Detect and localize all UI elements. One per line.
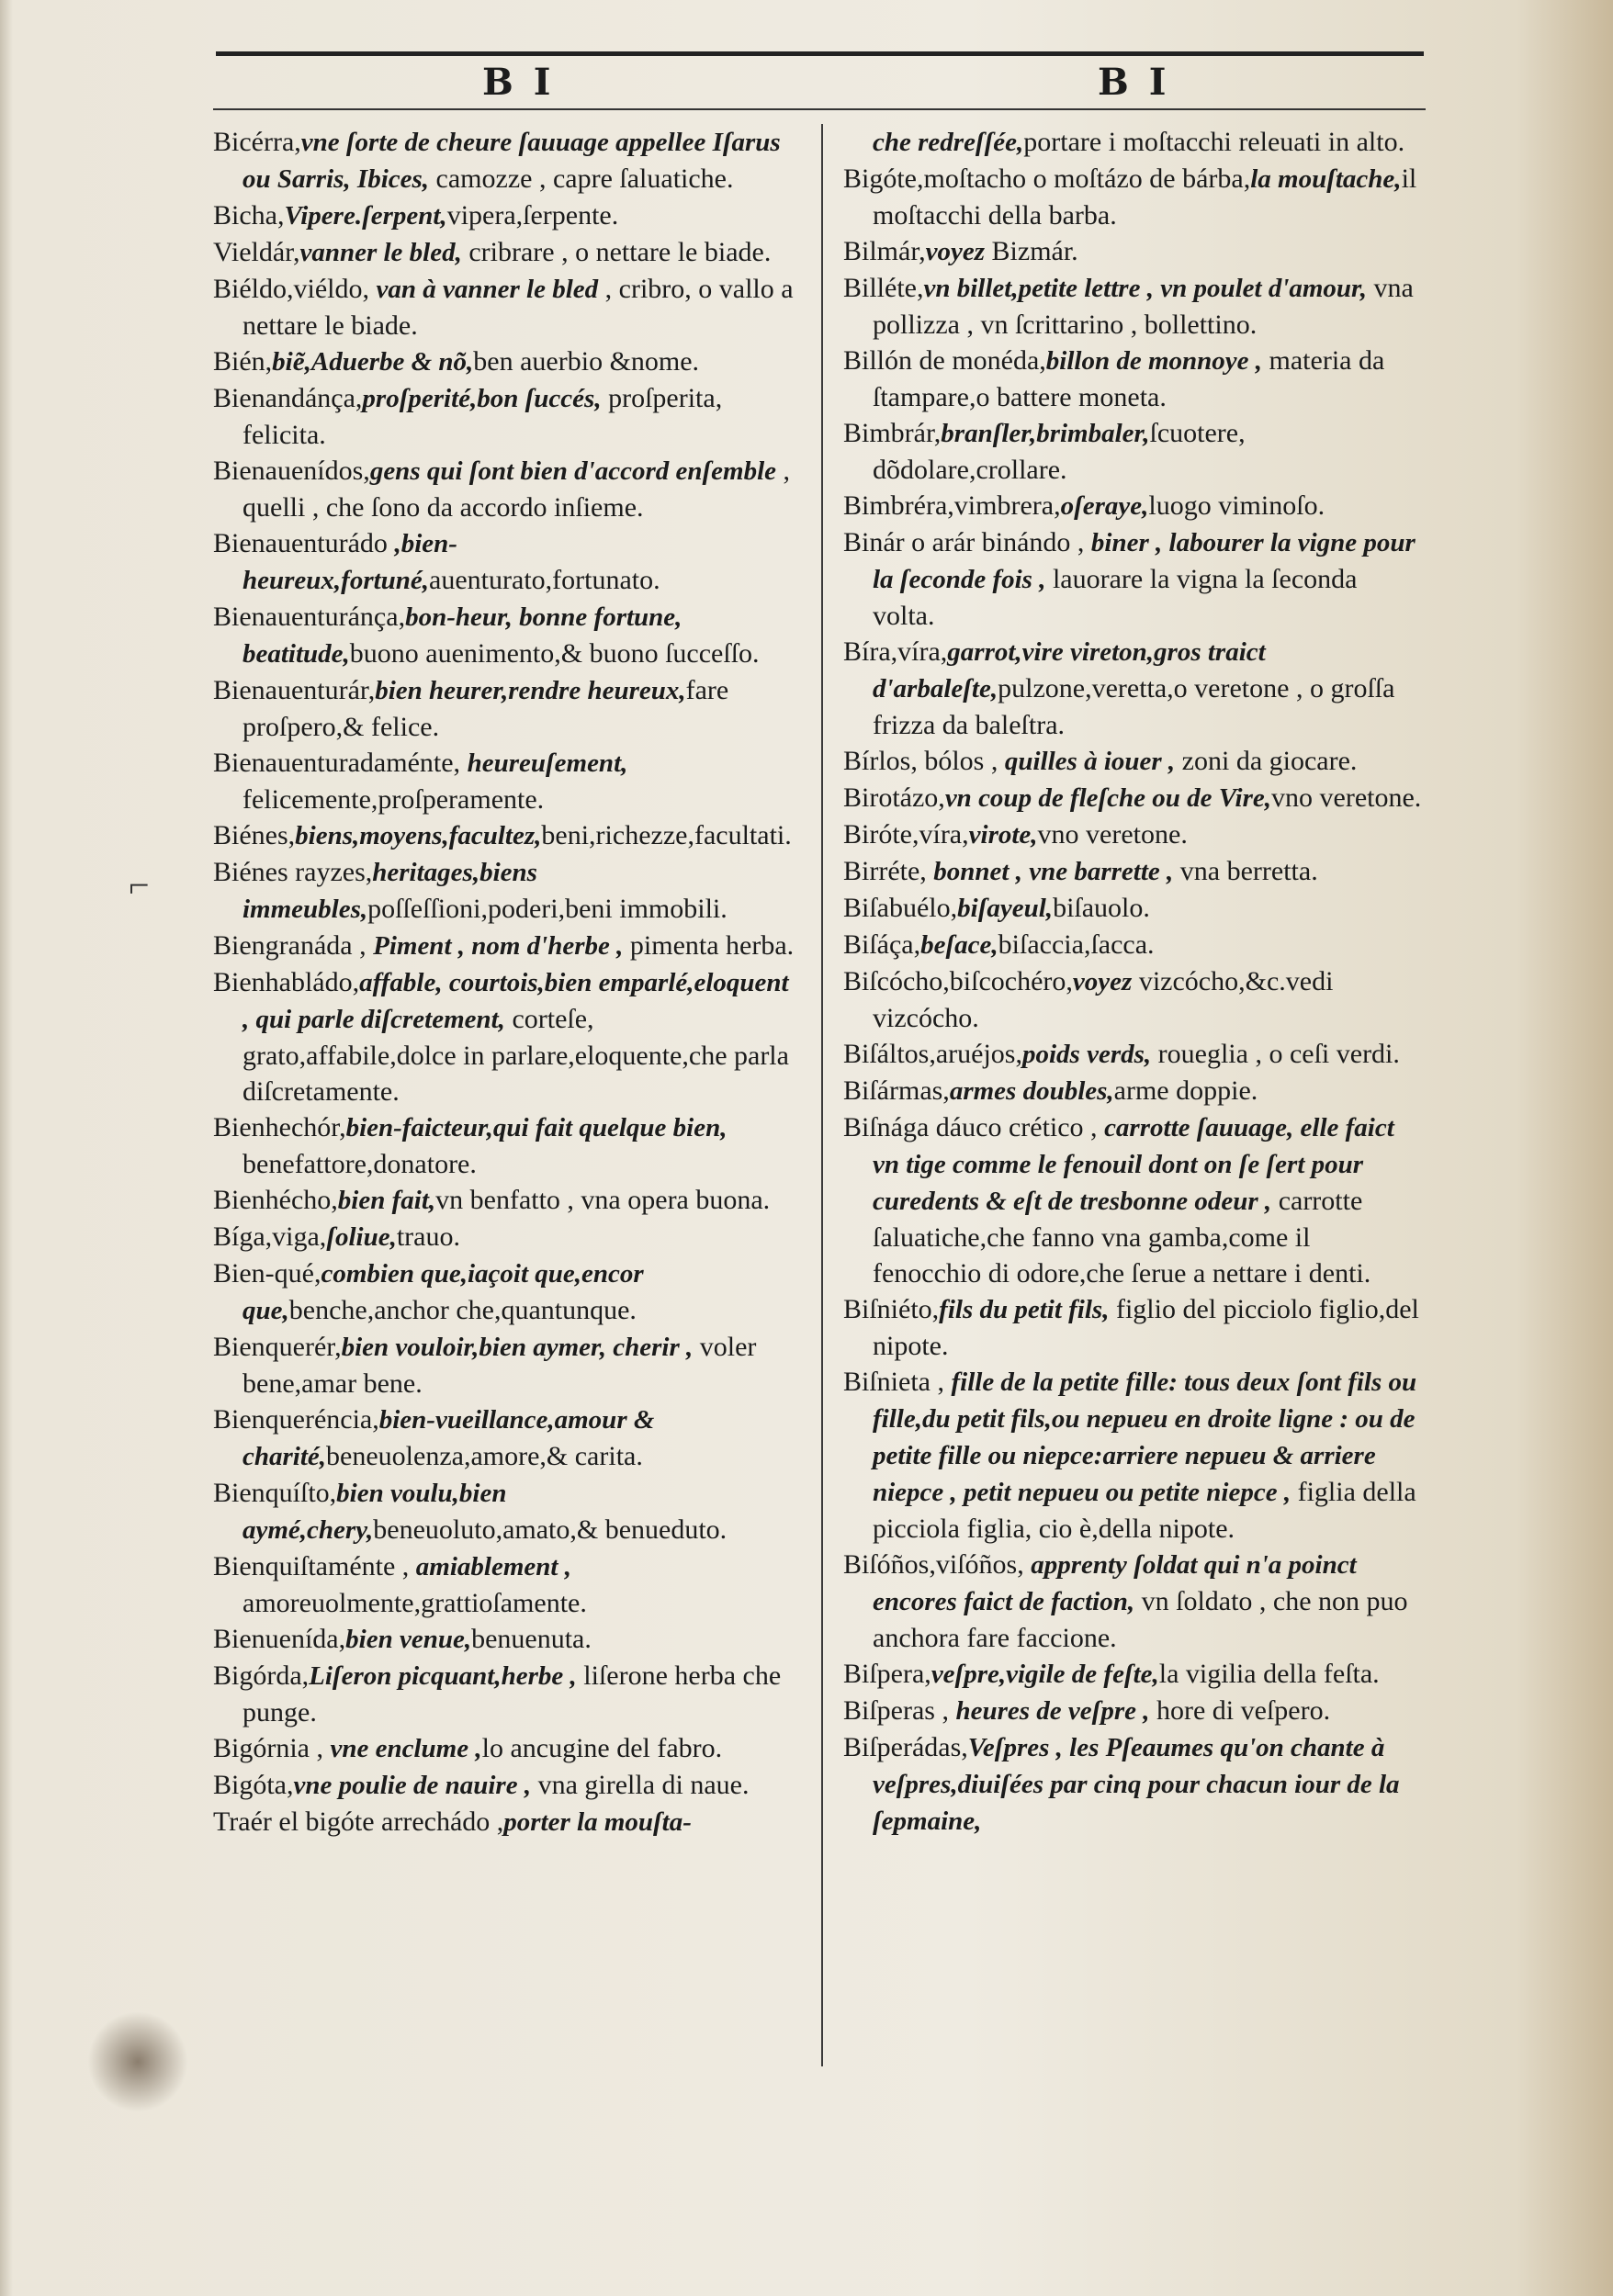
headword: Biſniéto, [843, 1294, 940, 1324]
headword: Bigóta, [213, 1770, 294, 1800]
italian-gloss: figlia della picciola figlia, cio è,della nipote. [873, 1477, 1416, 1544]
dictionary-entry [843, 1693, 1422, 1729]
dictionary-entry [213, 1109, 801, 1182]
dictionary-entry [213, 1730, 801, 1767]
french-gloss: proſperité,bon ſuccés, [362, 384, 602, 413]
french-gloss: Liſeron picquant,herbe , [309, 1661, 577, 1691]
french-gloss: Vipere.ſerpent, [284, 201, 447, 231]
headword: Bíga,viga, [213, 1221, 327, 1252]
dictionary-entry [213, 343, 801, 380]
headword: Bienqueréncia, [213, 1404, 379, 1435]
french-gloss: branſler,brimbaler, [941, 419, 1150, 448]
french-gloss: garrot,vire vireton,gros traict d'arbaleſte, [873, 637, 1266, 703]
french-gloss: vne poulie de nauire , [293, 1771, 532, 1800]
headword: Traér el bigóte arrechádo , [213, 1806, 504, 1837]
headword: Biſáça, [843, 929, 921, 960]
headword: Bilmár, [843, 236, 926, 266]
dictionary-entry [213, 854, 801, 928]
dictionary-entry [213, 745, 801, 817]
french-gloss: combien que,iaçoit que,encor que, [243, 1259, 644, 1325]
french-gloss: bien-vueillance,amour & charité, [243, 1405, 655, 1471]
dictionary-entry [843, 1073, 1422, 1109]
headword: Bién, [213, 346, 273, 377]
dictionary-entry [843, 780, 1422, 816]
french-gloss: vn coup de fleſche ou de Vire, [944, 783, 1272, 813]
dictionary-entry [213, 124, 801, 197]
french-gloss: ,bien-heureux,fortuné, [243, 529, 457, 595]
dictionary-entry [843, 1364, 1422, 1547]
french-gloss: biſayeul, [957, 894, 1054, 923]
headword: Bigórda, [213, 1660, 310, 1691]
dictionary-entry [843, 488, 1422, 524]
headword: Bienhechór, [213, 1112, 346, 1142]
italian-gloss: fare proſpero,& felice. [243, 675, 729, 742]
dictionary-entry [213, 1329, 801, 1401]
italian-gloss: vna girella di naue. [531, 1770, 750, 1800]
italian-gloss: , cribro, o vallo a nettare le biade. [243, 274, 794, 341]
italian-gloss: cribrare , o nettare le biade. [461, 237, 772, 267]
headword: Vieldár, [213, 237, 300, 267]
headword: Bírlos, bólos , [843, 746, 1005, 776]
headword: Birotázo, [843, 782, 945, 813]
dictionary-entry [843, 1109, 1422, 1291]
italian-gloss: buono auenimento,& buono ſucceſſo. [349, 638, 760, 669]
headword: Biſcócho,biſcochéro, [843, 966, 1073, 996]
headword: Bicérra, [213, 127, 301, 157]
headword: Bienquerér, [213, 1332, 342, 1362]
italian-gloss: carrotte ſaluatiche,che fanno vna gamba,come il fenocchio di odore,che ſerue a nettare i denti. [873, 1186, 1371, 1289]
header-rule [216, 51, 1424, 56]
italian-gloss: roueglia , o ceſi verdi. [1151, 1039, 1400, 1069]
headword: Billéte, [843, 273, 924, 303]
headword: Bienauenturádo [213, 528, 395, 558]
dictionary-entry [843, 743, 1422, 780]
italian-gloss: beneuoluto,amato,& benueduto. [373, 1514, 728, 1545]
margin-bracket-mark: ⌐ [129, 864, 150, 906]
french-gloss: bien fait, [337, 1186, 436, 1215]
dictionary-entry [213, 599, 801, 672]
headword: Biſperas , [843, 1695, 956, 1726]
french-gloss: virote, [968, 820, 1038, 850]
italian-gloss: vno veretone. [1271, 782, 1422, 813]
french-gloss: biens,moyens,facultez, [295, 821, 542, 850]
italian-gloss: vizcócho,&c.vedi vizcócho. [873, 966, 1334, 1033]
dictionary-entry [213, 1767, 801, 1804]
french-gloss: van à vanner le bled [376, 275, 599, 304]
running-head-right: B I [1098, 61, 1170, 104]
headword: Bicha, [213, 200, 285, 231]
headword: Biénes, [213, 820, 296, 850]
french-gloss: la mouſtache, [1250, 164, 1402, 194]
french-gloss: che redreſſée, [873, 128, 1024, 157]
italian-gloss: pimenta herba. [623, 930, 795, 961]
italian-gloss: vn benfatto , vna opera buona. [435, 1185, 771, 1215]
french-gloss: Veſpres , les Pſeaumes qu'on chante à veſpres,diuiſées par cinq pour chacun iour de la ſepmaine, [873, 1733, 1400, 1836]
italian-gloss: voler bene,amar bene. [243, 1332, 757, 1399]
italian-gloss: liſerone herba che punge. [243, 1660, 782, 1728]
italian-gloss: felicemente,proſperamente. [243, 784, 545, 815]
italian-gloss: biſaccia,ſacca. [998, 929, 1155, 960]
headword: Bienhabládo, [213, 967, 360, 997]
headword: Billón de monéda, [843, 345, 1046, 376]
french-gloss: bien heurer,rendre heureux, [375, 676, 686, 705]
headword: Biſóños,viſóños, [843, 1549, 1032, 1580]
dictionary-entry [213, 234, 801, 271]
headword: Bienandánça, [213, 383, 363, 413]
italian-gloss: lauorare la vigna la ſeconda volta. [873, 564, 1358, 631]
italian-gloss: figlio del picciolo figlio,del nipote. [873, 1294, 1419, 1361]
french-gloss: ſoliue, [326, 1222, 397, 1252]
french-gloss: oſeraye, [1060, 491, 1149, 521]
italian-gloss: arme doppie. [1113, 1075, 1258, 1106]
french-gloss: billon de monnoye , [1045, 346, 1263, 376]
headword: Bienauenturánça, [213, 602, 406, 632]
dictionary-entry [843, 415, 1422, 488]
headword: Bigórnia , [213, 1733, 331, 1763]
running-head-left: B I [482, 61, 555, 104]
dictionary-entry [843, 233, 1422, 270]
dictionary-entry [843, 270, 1422, 343]
headword: Biénes rayzes, [213, 857, 373, 887]
italian-gloss: vno veretone. [1037, 819, 1188, 850]
dictionary-entry [213, 1401, 801, 1475]
french-gloss: bien vouloir,bien aymer, cherir , [341, 1333, 694, 1362]
headword: Binár o arár binándo , [843, 527, 1091, 557]
ink-stain [87, 2011, 188, 2112]
french-gloss: quilles à iouer , [1004, 747, 1176, 776]
headword: Bienauenturadaménte, [213, 748, 468, 778]
italian-gloss: vna berretta. [1173, 856, 1318, 886]
dictionary-entry [843, 1036, 1422, 1073]
headword: Biengranáda , [213, 930, 374, 961]
french-gloss: apprenty ſoldat qui n'a poinct encores faict de faction, [873, 1550, 1357, 1616]
italian-gloss: vn ſoldato , che non puo anchora fare faccione. [873, 1586, 1408, 1653]
italian-gloss: ben auerbio &nome. [473, 346, 700, 377]
italian-gloss: beneuolenza,amore,& carita. [326, 1441, 643, 1471]
headword: Biróte,víra, [843, 819, 969, 850]
dictionary-entry [843, 1291, 1422, 1364]
italian-gloss: portare i moſtacchi releuati in alto. [1023, 127, 1405, 157]
dictionary-entry [213, 1548, 801, 1621]
dictionary-entry [843, 634, 1422, 743]
headword: Biſabuélo, [843, 893, 958, 923]
french-gloss: vne enclume , [330, 1734, 482, 1763]
italian-gloss: lo ancugine del fabro. [481, 1733, 723, 1763]
italian-gloss: beni,richezze,facultati. [541, 820, 792, 850]
italian-gloss: vipera,ſerpente. [446, 200, 619, 231]
italian-gloss: vimbrera, [953, 490, 1061, 521]
french-gloss: gens qui ſont bien d'accord enſemble [369, 456, 777, 486]
headword: Bienhécho, [213, 1185, 338, 1215]
italian-gloss: camozze , capre ſaluatiche. [429, 163, 734, 194]
headword: Biſnieta , [843, 1367, 952, 1397]
italian-gloss: proſperita, felicita. [243, 383, 723, 450]
dictionary-entry [843, 963, 1422, 1036]
headword: Biſáltos,aruéjos, [843, 1039, 1022, 1069]
dictionary-entry [843, 161, 1422, 233]
dictionary-entry [843, 1656, 1422, 1693]
italian-gloss: trauo. [396, 1221, 460, 1252]
dictionary-entry [843, 524, 1422, 634]
italian-gloss: Bizmár. [985, 236, 1078, 266]
italian-gloss: amoreuolmente,grattioſamente. [243, 1588, 587, 1618]
dictionary-entry [213, 672, 801, 745]
italian-gloss: ſcuotere, dõdolare,crollare. [873, 418, 1246, 485]
right-column [843, 124, 1422, 1840]
dictionary-entry [213, 1475, 801, 1548]
headword: Biſperádas, [843, 1732, 968, 1762]
headword: Bienuenída, [213, 1624, 346, 1654]
dictionary-entry [213, 271, 801, 343]
french-gloss: porter la mouſta- [503, 1807, 692, 1837]
dictionary-entry [213, 1219, 801, 1255]
dictionary-entry [213, 1658, 801, 1730]
italian-gloss: luogo viminoſo. [1148, 490, 1325, 521]
french-gloss: voyez [925, 237, 986, 266]
dictionary-entry [843, 853, 1422, 890]
dictionary-entry [213, 380, 801, 453]
french-gloss: heritages,biens immeubles, [243, 858, 537, 924]
french-gloss: bonnet , vne barrette , [933, 857, 1174, 886]
french-gloss: Piment , nom d'herbe , [373, 931, 624, 961]
french-gloss: biner , labourer la vigne pour la ſeconde fois , [873, 528, 1416, 594]
french-gloss: heureuſement, [467, 748, 628, 778]
dictionary-entry [843, 124, 1422, 161]
dictionary-entry [213, 1804, 801, 1840]
headword: Birréte, [843, 856, 934, 886]
french-gloss: vne ſorte de cheure ſauuage appellee Iſarus ou Sarris, Ibices, [243, 128, 781, 194]
italian-gloss: moſtacho o moſtázo de bárba, [923, 163, 1251, 194]
italian-gloss: poſſeſſioni,poderi,beni immobili. [367, 894, 728, 924]
french-gloss: carrotte ſauuage, elle faict vn tige comme le fenouil dont on ſe ſert pour curedents & eſt de tresbonne odeur , [873, 1113, 1394, 1216]
dictionary-entry [843, 1547, 1422, 1656]
dictionary-entry [213, 1255, 801, 1329]
french-gloss: affable, courtois,bien emparlé,eloquent , qui parle diſcretement, [243, 968, 789, 1034]
dictionary-entry [213, 525, 801, 599]
italian-gloss: , quelli , che ſono da accordo inſieme. [243, 456, 791, 523]
italian-gloss: vna pollizza , vn ſcrittarino , bollettino. [873, 273, 1414, 340]
dictionary-entry [843, 816, 1422, 853]
italian-gloss: la vigilia della feſta. [1158, 1659, 1380, 1689]
headword: Bienquiſtaménte , [213, 1551, 416, 1581]
french-gloss: biẽ,Aduerbe & nõ, [272, 347, 474, 377]
italian-gloss: il moſtacchi della barba. [873, 163, 1417, 231]
dictionary-entry [213, 1182, 801, 1219]
dictionary-entry [213, 964, 801, 1109]
italian-gloss: hore di veſpero. [1149, 1695, 1331, 1726]
headword: Bíra,víra, [843, 636, 948, 667]
italian-gloss: corteſe, grato,affabile,dolce in parlare,eloquente,che parla diſcretamente. [243, 1004, 789, 1107]
italian-gloss: pulzone,veretta,o veretone , o groſſa frizza da baleſtra. [873, 673, 1395, 740]
french-gloss: voyez [1072, 967, 1133, 996]
dictionary-entry [213, 453, 801, 525]
italian-gloss: benuenuta. [471, 1624, 592, 1654]
headword: Bien-qué, [213, 1258, 321, 1289]
french-gloss: poids verds, [1021, 1040, 1152, 1069]
dictionary-entry [843, 1729, 1422, 1840]
french-gloss: vanner le bled, [299, 238, 462, 267]
italian-gloss: auenturato,fortunato. [429, 565, 660, 595]
french-gloss: beſace, [920, 930, 998, 960]
dictionary-entry [843, 343, 1422, 415]
dictionary-entry [843, 927, 1422, 963]
italian-gloss: benche,anchor che,quantunque. [288, 1295, 637, 1325]
headword: Biſnága dáuco crético , [843, 1112, 1105, 1142]
french-gloss: bien voulu,bien aymé,chery, [243, 1479, 507, 1545]
dictionary-entry [843, 890, 1422, 927]
dictionary-entry [213, 817, 801, 854]
headword: Biſármas, [843, 1075, 950, 1106]
headword: Bimbrár, [843, 418, 942, 448]
headword: Bienquíſto, [213, 1478, 337, 1508]
french-gloss: bien venue, [345, 1625, 472, 1654]
italian-gloss: zoni da giocare. [1175, 746, 1358, 776]
french-gloss: amiablement , [415, 1552, 571, 1581]
headword: Biéldo,viéldo, [213, 274, 377, 304]
headword: Bigóte, [843, 163, 924, 194]
headword: Bimbréra, [843, 490, 954, 521]
column-divider [821, 124, 823, 2066]
italian-gloss: materia da ſtampare,o battere moneta. [873, 345, 1385, 412]
left-column [213, 124, 801, 1840]
italian-gloss: benefattore,donatore. [243, 1149, 477, 1179]
headword: Biſpera, [843, 1659, 931, 1689]
french-gloss: veſpre,vigile de feſte, [931, 1660, 1159, 1689]
dictionary-entry [213, 928, 801, 964]
french-gloss: fils du petit fils, [939, 1295, 1110, 1324]
headword: Bienauenturár, [213, 675, 376, 705]
french-gloss: armes doubles, [949, 1076, 1114, 1106]
french-gloss: heures de veſpre , [955, 1696, 1150, 1726]
headword: Bienauenídos, [213, 456, 370, 486]
french-gloss: vn billet,petite lettre , vn poulet d'amour, [923, 274, 1367, 303]
french-gloss: bien-faicteur,qui fait quelque bien, [345, 1113, 728, 1142]
dictionary-entry [213, 1621, 801, 1658]
french-gloss: bon-heur, bonne fortune, beatitude, [243, 602, 682, 669]
dictionary-entry [213, 197, 801, 234]
italian-gloss: biſauolo. [1053, 893, 1150, 923]
french-gloss: fille de la petite fille: tous deux ſont fils ou fille,du petit fils,ou nepueu en droite ligne : ou de petite fille ou niepce:arriere nepueu & arriere niepce , petit nepueu ou petite niepce , [873, 1367, 1417, 1507]
header-underline [213, 108, 1426, 110]
